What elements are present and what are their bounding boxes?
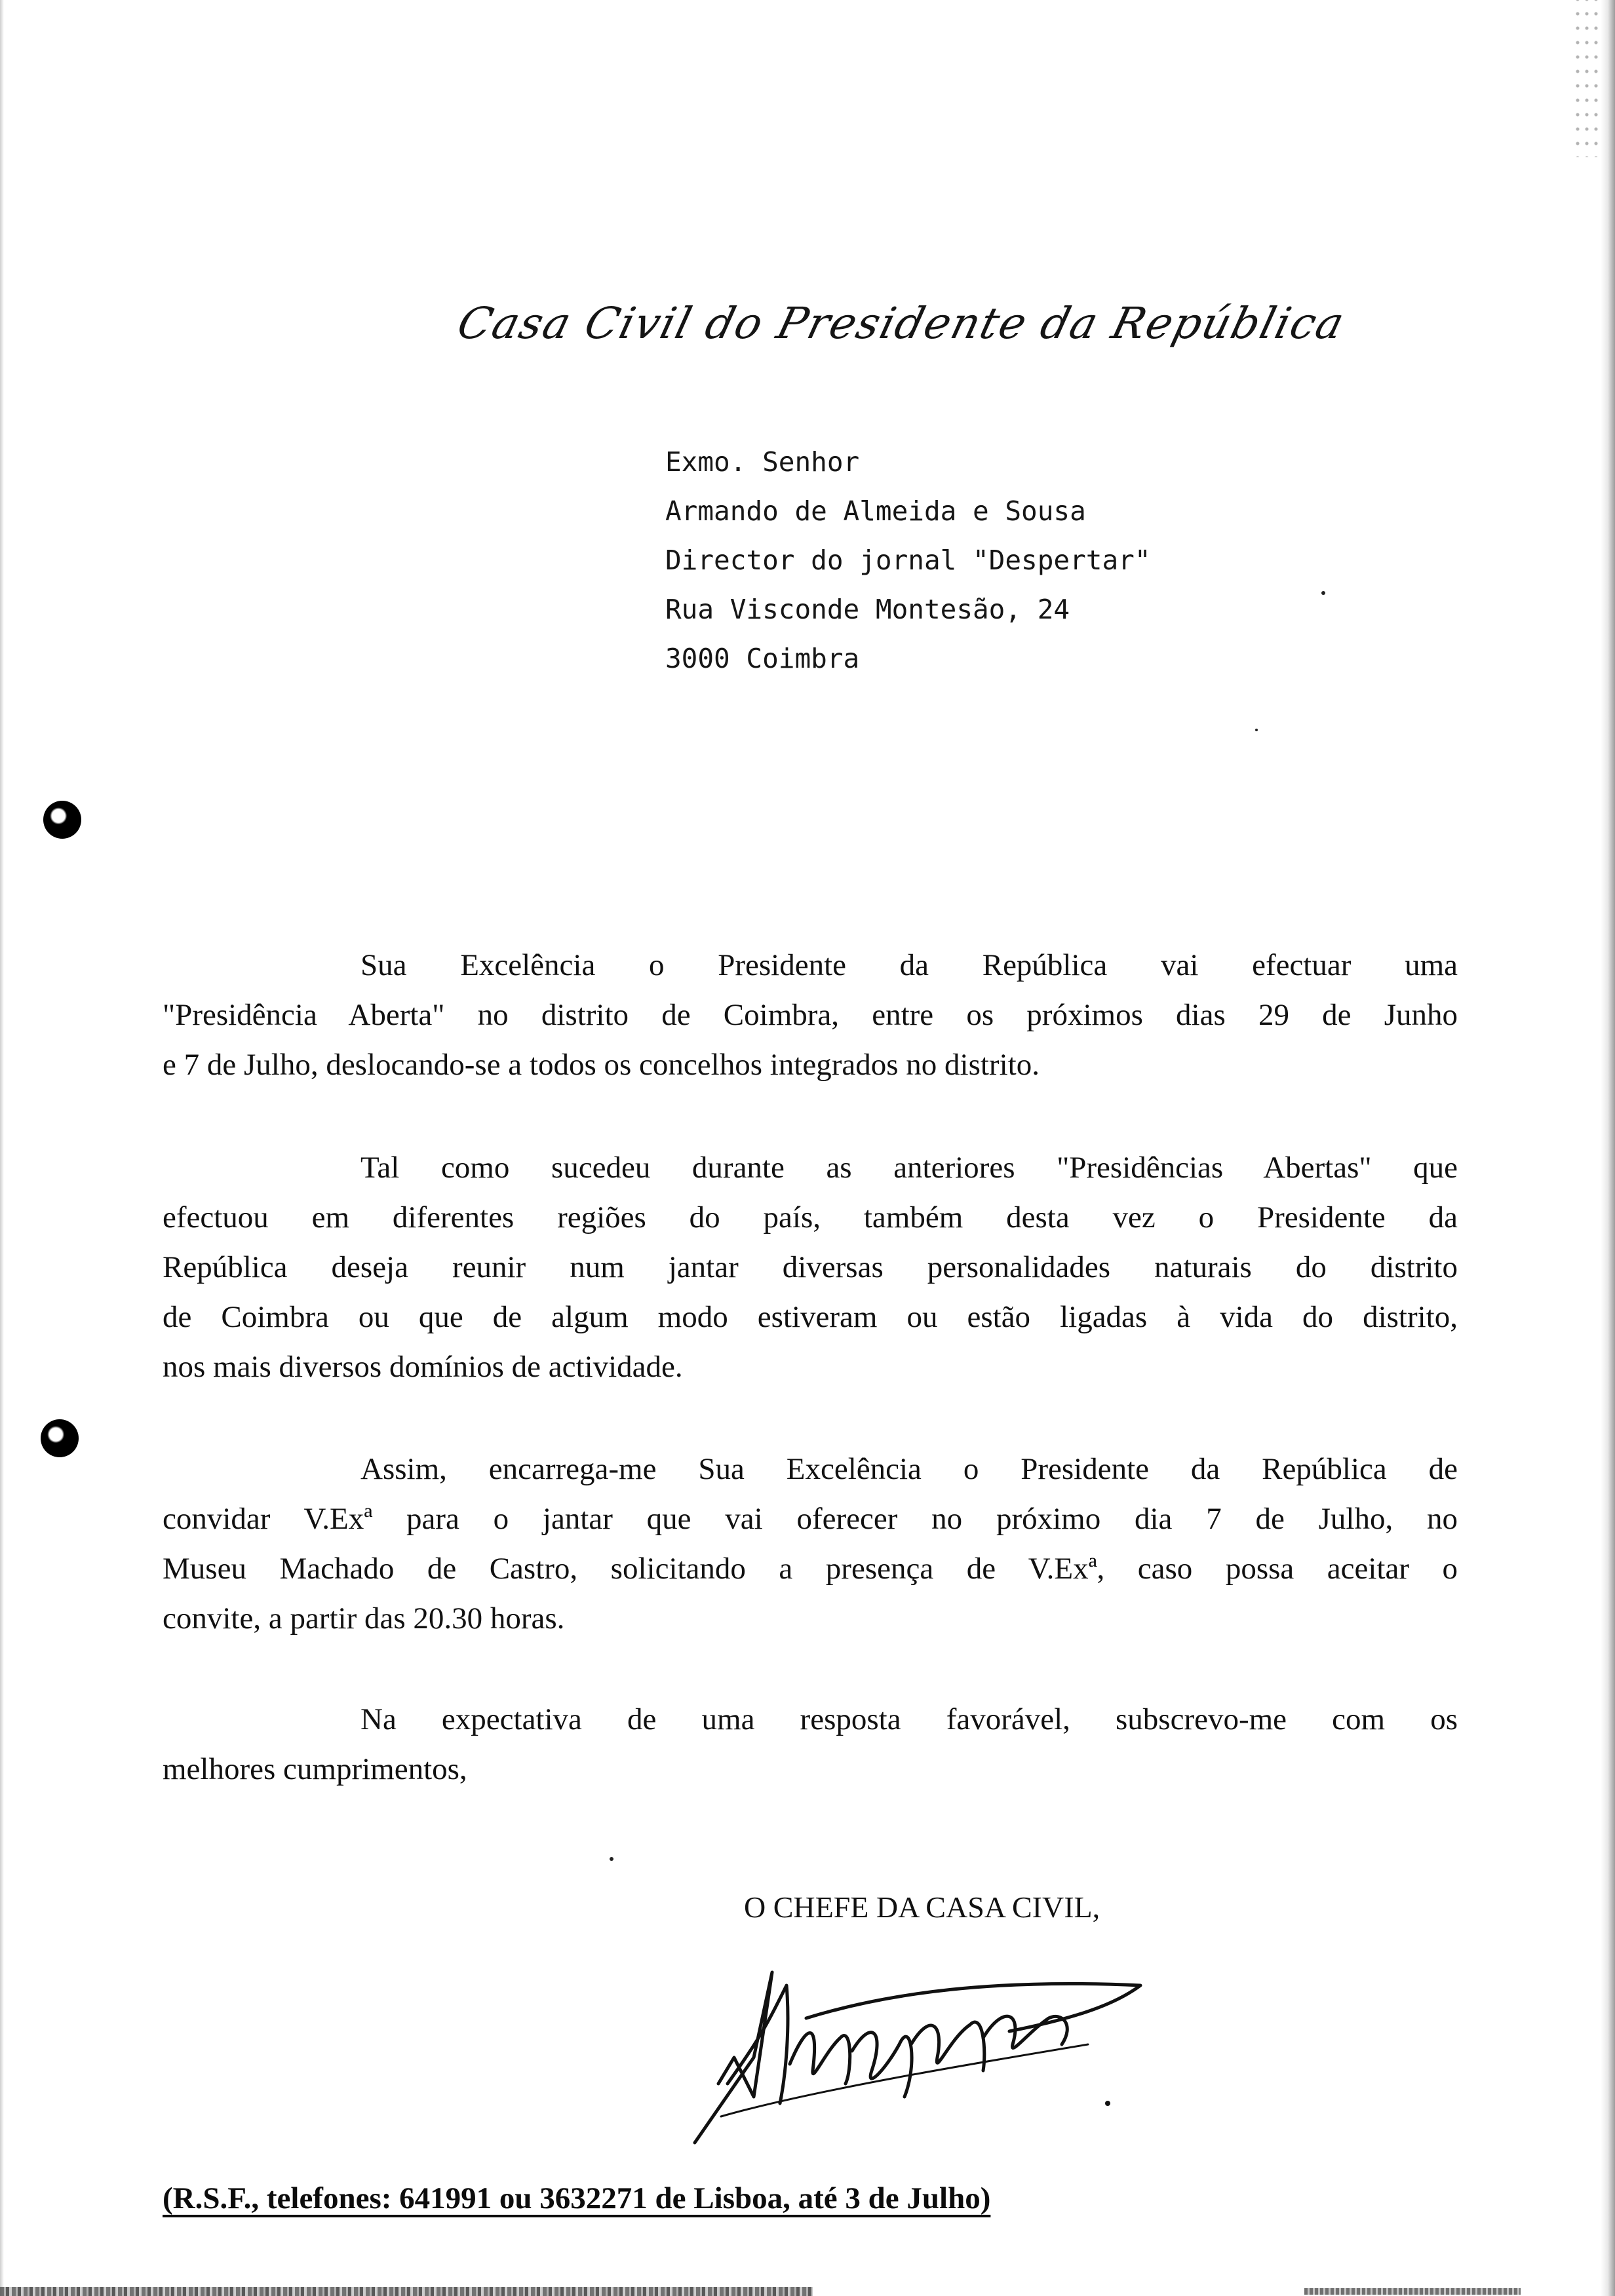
paragraph-line: Tal como sucedeu durante as anteriores "Presidências Abertas" que — [360, 1151, 1458, 1185]
paragraph-line: efectuou em diferentes regiões do país, também desta vez o Presidente da — [163, 1200, 1458, 1234]
signature-image — [655, 1946, 1167, 2149]
address-line-street: Rua Visconde Montesão, 24 — [665, 594, 1070, 625]
paragraph-line: Assim, encarrega-me Sua Excelência o Presidente da República de — [360, 1452, 1458, 1486]
paragraph-line: "Presidência Aberta" no distrito de Coimbra, entre os próximos dias 29 de Junho — [163, 998, 1458, 1032]
paragraph-line: nos mais diversos domínios de actividade. — [163, 1350, 683, 1384]
body-paragraph-4 — [163, 1694, 1458, 1794]
footer-rsvp-note: (R.S.F., telefones: 641991 ou 3632271 de Lisboa, até 3 de Julho) — [163, 2181, 991, 2215]
scan-speck — [1255, 729, 1258, 731]
paragraph-line: convidar V.Exª para o jantar que vai oferecer no próximo dia 7 de Julho, no — [163, 1502, 1458, 1536]
address-line-name: Armando de Almeida e Sousa — [665, 495, 1086, 527]
paragraph-line: e 7 de Julho, deslocando-se a todos os concelhos integrados no distrito. — [163, 1048, 1040, 1082]
body-paragraph-2 — [163, 1143, 1458, 1392]
scan-bottom-strip-right — [1304, 2288, 1521, 2295]
paragraph-line: República deseja reunir num jantar diversas personalidades naturais do distrito — [163, 1250, 1458, 1284]
scan-speck — [1321, 591, 1325, 595]
paragraph-line: de Coimbra ou que de algum modo estiveram ou estão ligadas à vida do distrito, — [163, 1300, 1458, 1334]
paragraph-line: Sua Excelência o Presidente da República vai efectuar uma — [360, 948, 1458, 982]
paragraph-line: melhores cumprimentos, — [163, 1752, 467, 1786]
paragraph-line: Museu Machado de Castro, solicitando a presença de V.Exª, caso possa aceitar o — [163, 1552, 1458, 1586]
closing-title: O CHEFE DA CASA CIVIL, — [744, 1890, 1100, 1924]
address-line-salutation: Exmo. Senhor — [665, 446, 860, 478]
scan-bottom-strip — [0, 2287, 813, 2296]
scan-corner-specks — [1570, 0, 1598, 157]
body-paragraph-3 — [163, 1444, 1458, 1643]
address-line-position: Director do jornal "Despertar" — [665, 545, 1151, 576]
paragraph-line: Na expectativa de uma resposta favorável, subscrevo-me com os — [360, 1702, 1458, 1736]
punch-hole-bottom — [41, 1419, 79, 1457]
paragraph-line: convite, a partir das 20.30 horas. — [163, 1601, 565, 1636]
scan-left-edge — [0, 0, 4, 2296]
body-paragraph-1 — [163, 940, 1458, 1090]
address-line-city: 3000 Coimbra — [665, 643, 860, 674]
scan-right-edge — [1601, 0, 1615, 2296]
recipient-address — [665, 438, 1151, 683]
letterhead: Casa Civil do Presidente da República — [452, 298, 1350, 349]
punch-hole-top — [43, 801, 81, 839]
scan-speck — [610, 1857, 613, 1861]
